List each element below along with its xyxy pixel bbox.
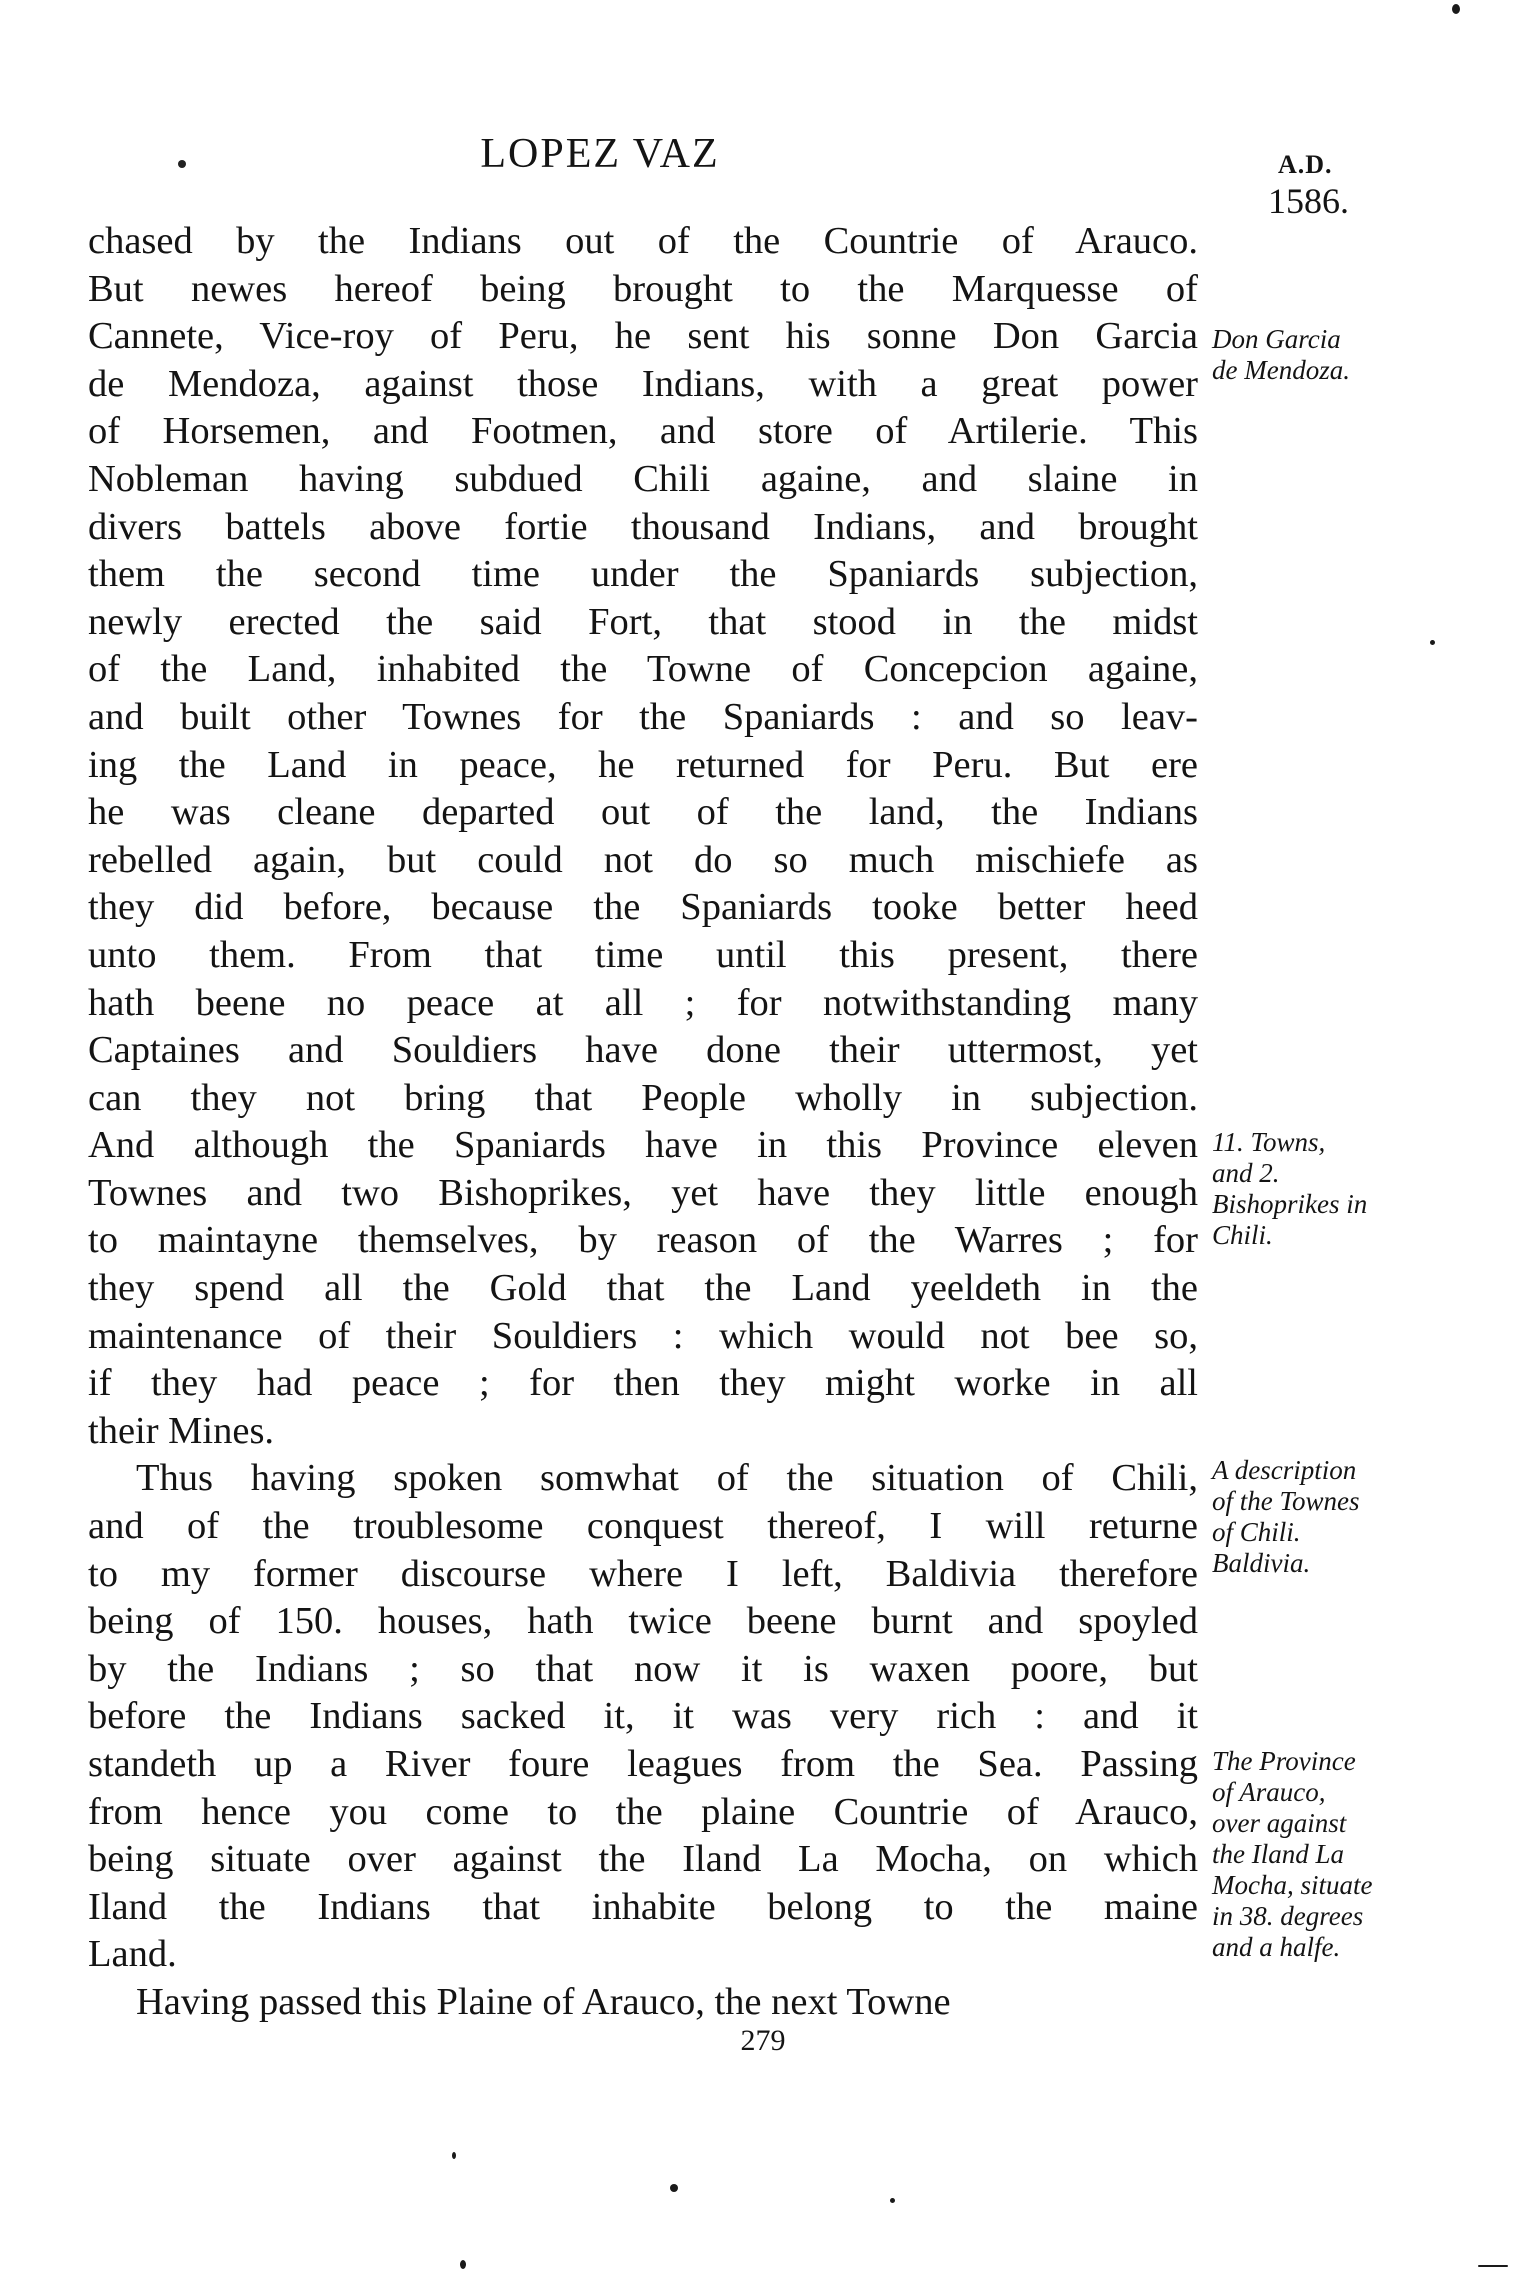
text-line: And although the Spaniards have in this Province eleven (88, 1124, 1198, 1167)
margin-note-line: Mocha, situate (1212, 1870, 1373, 1900)
ink-speck (460, 2260, 466, 2269)
text-line: being situate over against the Iland La Mocha, on which (88, 1838, 1198, 1881)
text-line: Cannete, Vice-roy of Peru, he sent his sonne Don Garcia (88, 315, 1198, 358)
text-line: But newes hereof being brought to the Marquesse of (88, 267, 1198, 310)
text-line: of Horsemen, and Footmen, and store of Artilerie. This (88, 410, 1198, 453)
text-line: hath beene no peace at all ; for notwithstanding many (88, 981, 1198, 1024)
text-line: them the second time under the Spaniards subjection, (88, 553, 1198, 596)
margin-note-line: the Iland La (1212, 1839, 1344, 1869)
text-line: by the Indians ; so that now it is waxen poore, but (88, 1647, 1198, 1690)
margin-note-line: over against (1212, 1808, 1347, 1838)
text-line: unto them. From that time until this present, there (88, 933, 1198, 976)
margin-note-line: of Arauco, (1212, 1777, 1326, 1807)
text-line: to my former discourse where I left, Baldivia therefore (88, 1552, 1198, 1595)
ink-speck (1452, 4, 1460, 14)
text-line: Townes and two Bishoprikes, yet have they little enough (88, 1171, 1198, 1214)
ink-speck (452, 2152, 456, 2159)
margin-note-line: The Province (1212, 1746, 1356, 1776)
margin-note-line: A description (1212, 1455, 1357, 1485)
text-line: and of the troublesome conquest thereof, I will returne (88, 1505, 1198, 1548)
margin-note-line: Chili. (1212, 1220, 1273, 1250)
text-line: Captaines and Souldiers have done their uttermost, yet (88, 1029, 1198, 1072)
margin-note-line: in 38. degrees (1212, 1901, 1364, 1931)
running-head (0, 130, 1526, 221)
margin-note-towns (1212, 1127, 1512, 1251)
text-line: their Mines. (88, 1409, 275, 1452)
margin-note-line: 11. Towns, (1212, 1127, 1326, 1157)
body-text (88, 218, 1198, 2027)
text-line: and built other Townes for the Spaniards : and so leav- (88, 695, 1198, 738)
text-line: from hence you come to the plaine Countrie of Arauco, (88, 1790, 1198, 1833)
text-line: divers battels above fortie thousand Indians, and brought (88, 505, 1198, 548)
text-line: ing the Land in peace, he returned for Peru. But ere (88, 743, 1198, 786)
margin-note-arauco (1212, 1746, 1512, 1963)
margin-note-don-garcia (1212, 324, 1512, 386)
ink-speck (890, 2198, 895, 2203)
text-line: can they not bring that People wholly in subjection. (88, 1076, 1198, 1119)
page-number: 279 (740, 2024, 786, 2057)
year-label: 1586. (1268, 181, 1349, 221)
text-line: being of 150. houses, hath twice beene burnt and spoyled (88, 1600, 1198, 1643)
page-title: LOPEZ VAZ (480, 131, 720, 177)
margin-note-line: de Mendoza. (1212, 355, 1350, 385)
text-line: chased by the Indians out of the Countrie of Arauco. (88, 220, 1198, 262)
ink-speck (1478, 2265, 1508, 2267)
text-line: Thus having spoken somwhat of the situation of Chili, (136, 1457, 1198, 1500)
text-line: if they had peace ; for then they might worke in all (88, 1362, 1198, 1405)
margin-note-line: of the Townes (1212, 1486, 1360, 1516)
margin-note-line: Baldivia. (1212, 1548, 1311, 1578)
ink-speck (1430, 640, 1435, 645)
text-line: standeth up a River foure leagues from the Sea. Passing (88, 1743, 1198, 1785)
text-line: to maintayne themselves, by reason of the Warres ; for (88, 1219, 1198, 1262)
text-line: they spend all the Gold that the Land yeeldeth in the (88, 1267, 1198, 1310)
text-line: of the Land, inhabited the Towne of Concepcion againe, (88, 648, 1198, 691)
text-line: Iland the Indians that inhabite belong to the maine (88, 1885, 1198, 1928)
ink-dot (178, 160, 186, 168)
text-line: Land. (88, 1933, 177, 1976)
margin-note-line: Bishoprikes in (1212, 1189, 1368, 1219)
text-line: he was cleane departed out of the land, the Indians (88, 791, 1198, 834)
margin-note-line: Don Garcia (1212, 324, 1341, 354)
text-line: Nobleman having subdued Chili againe, and slaine in (88, 457, 1198, 500)
margin-note-description (1212, 1455, 1512, 1579)
text-line: Having passed this Plaine of Arauco, the next Towne (136, 1980, 951, 2023)
date-label: A.D. (1278, 150, 1333, 179)
text-line: maintenance of their Souldiers : which would not bee so, (88, 1314, 1198, 1357)
margin-note-line: of Chili. (1212, 1517, 1301, 1547)
margin-note-line: and 2. (1212, 1158, 1280, 1188)
text-line: newly erected the said Fort, that stood in the midst (88, 600, 1198, 643)
text-line: rebelled again, but could not do so much mischiefe as (88, 838, 1198, 881)
margin-note-line: and a halfe. (1212, 1932, 1341, 1962)
ink-speck (670, 2184, 678, 2192)
text-line: de Mendoza, against those Indians, with a great power (88, 362, 1198, 405)
text-line: before the Indians sacked it, it was very rich : and it (88, 1695, 1198, 1738)
text-line: they did before, because the Spaniards tooke better heed (88, 886, 1198, 929)
